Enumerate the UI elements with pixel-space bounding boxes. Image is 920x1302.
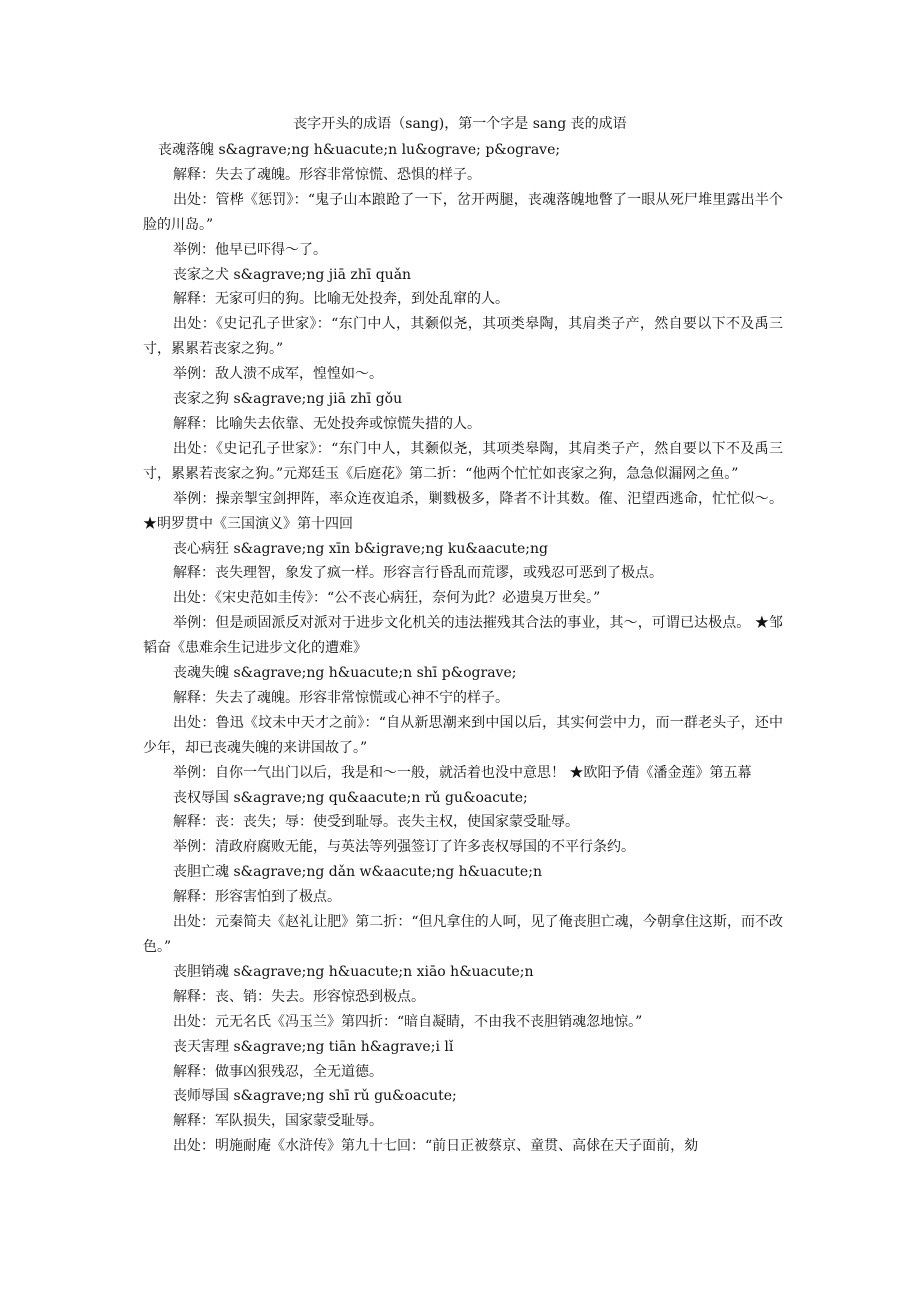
example-paragraph: 举例：操亲掣宝剑押阵，率众连夜追杀，剿戮极多，降者不计其数。傕、汜望西逃命，忙忙似～。 ★明罗贯中《三国演义》第十四回 [143, 490, 783, 532]
idiom-heading: 丧胆销魂 s&agrave;ng h&uacute;n xiāo h&uacute;n [173, 963, 534, 980]
document-body [143, 138, 783, 1159]
explanation-paragraph: 解释：丧失理智，象发了疯一样。形容言行昏乱而荒谬，或残忍可恶到了极点。 [173, 565, 663, 582]
explanation-paragraph: 解释：形容害怕到了极点。 [173, 889, 341, 906]
idiom-heading: 丧师辱国 s&agrave;ng shī rǔ gu&oacute; [173, 1088, 457, 1105]
idiom-heading: 丧胆亡魂 s&agrave;ng dǎn w&aacute;ng h&uacute;n [173, 864, 542, 881]
idiom-heading: 丧心病狂 s&agrave;ng xīn b&igrave;ng ku&aacute;ng [173, 540, 548, 557]
source-paragraph: 出处：《宋史范如圭传》：“公不丧心病狂，奈何为此？必遗臭万世矣。” [173, 590, 601, 607]
source-paragraph: 出处：《史记孔子世家》：“东门中人，其颡似尧，其项类皋陶，其肩类子产，然自要以下不及禹三寸，累累若丧家之狗。”元郑廷玉《后庭花》第二折：“他两个忙忙如丧家之狗，急急似漏网之鱼。” [143, 440, 783, 482]
example-paragraph: 举例：自你一气出门以后，我是和～一般，就活着也没中意思！ ★欧阳予倩《潘金莲》第五幕 [173, 764, 752, 781]
explanation-paragraph: 解释：做事凶狠残忍，全无道德。 [173, 1063, 383, 1080]
explanation-paragraph: 解释：比喻失去依靠、无处投奔或惊慌失措的人。 [173, 415, 481, 432]
idiom-heading: 丧家之犬 s&agrave;ng jiā zhī quǎn [173, 266, 412, 283]
idiom-heading: 丧魂落魄 s&agrave;ng h&uacute;n lu&ograve; p&ograve; [158, 142, 561, 158]
idiom-heading: 丧天害理 s&agrave;ng tiān h&agrave;i lǐ [173, 1038, 454, 1055]
explanation-paragraph: 解释：丧：丧失；辱：使受到耻辱。丧失主权，使国家蒙受耻辱。 [173, 814, 579, 831]
source-paragraph: 出处：元秦简夫《赵礼让肥》第二折：“但凡拿住的人呵，见了俺丧胆亡魂，今朝拿住这斯，而不改色。” [143, 914, 783, 955]
source-paragraph: 出处：明施耐庵《水浒传》第九十七回：“前日正被蔡京、童贯、高俅在天子面前，劾 [173, 1138, 699, 1155]
idiom-heading: 丧家之狗 s&agrave;ng jiā zhī gǒu [173, 391, 403, 408]
document-title: 丧字开头的成语（sang)，第一个字是 sang 丧的成语 [293, 116, 627, 132]
idiom-heading: 丧魂失魄 s&agrave;ng h&uacute;n shī p&ograve; [173, 665, 517, 682]
explanation-paragraph: 解释：失去了魂魄。形容非常惊慌、恐惧的样子。 [173, 166, 481, 183]
source-paragraph: 出处：管桦《惩罚》：“鬼子山本踉跄了一下，岔开两腿，丧魂落魄地瞥了一眼从死尸堆里露出半个脸的川岛。” [143, 191, 783, 233]
source-paragraph: 出处：元无名氏《冯玉兰》第四折：“暗自凝睛，不由我不丧胆销魂忽地惊。” [173, 1013, 643, 1030]
explanation-paragraph: 解释：无家可归的狗。比喻无处投奔，到处乱窜的人。 [173, 291, 509, 308]
example-paragraph: 举例：清政府腐败无能，与英法等列强签订了许多丧权辱国的不平行条约。 [173, 839, 635, 856]
example-paragraph: 举例：他早已吓得～了。 [173, 241, 327, 258]
source-paragraph: 出处：鲁迅《坟未中天才之前》：“自从新思潮来到中国以后，其实何尝中力，而一群老头子，还中少年，却已丧魂失魄的来讲国故了。” [143, 714, 783, 756]
explanation-paragraph: 解释：丧、销：失去。形容惊恐到极点。 [173, 988, 425, 1005]
idiom-heading: 丧权辱国 s&agrave;ng qu&aacute;n rǔ gu&oacute; [173, 789, 528, 806]
source-paragraph: 出处：《史记孔子世家》：“东门中人，其颡似尧，其项类皋陶，其肩类子产，然自要以下不及禹三寸，累累若丧家之狗。” [143, 316, 783, 358]
explanation-paragraph: 解释：失去了魂魄。形容非常惊慌或心神不宁的样子。 [173, 689, 509, 706]
example-paragraph: 举例：但是顽固派反对派对于进步文化机关的违法摧残其合法的事业，其～，可谓已达极点。 ★邹韬奋《患难余生记进步文化的遭难》 [143, 615, 783, 657]
explanation-paragraph: 解释：军队损失，国家蒙受耻辱。 [173, 1113, 383, 1130]
example-paragraph: 举例：敌人溃不成军，惶惶如～。 [173, 366, 383, 383]
